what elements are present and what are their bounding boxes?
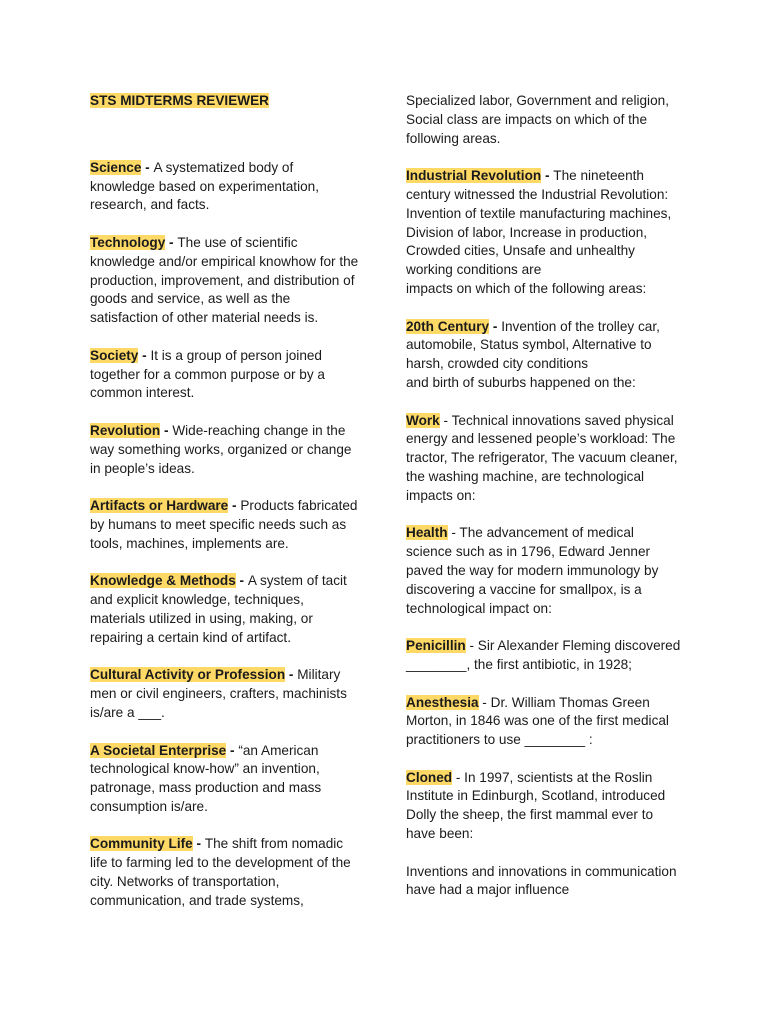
entry-term: Anesthesia (406, 694, 479, 710)
entry-text: In 1997, scientists at the Roslin Institute in Edinburgh, Scotland, introduced Dolly the sheep, the first mammal ever to have been: (406, 769, 666, 842)
entry-separator: - (478, 694, 491, 710)
entry-term: Work (406, 412, 440, 428)
entry-separator: - (165, 234, 178, 250)
entry-separator: - (452, 769, 465, 785)
entry-technology (90, 234, 362, 328)
entry-term: Community Life (90, 836, 193, 852)
entry-term: Cultural Activity or Profession (90, 667, 286, 683)
entry-term: Artifacts or Hardware (90, 498, 229, 514)
entry-term: A Societal Enterprise (90, 742, 227, 758)
entry-term: Science (90, 159, 142, 175)
entry-term: Industrial Revolution (406, 168, 542, 184)
entry-text: Military men or civil engineers, crafters, machinists is/are a ___. (90, 667, 347, 720)
entry-term: Penicillin (406, 638, 466, 654)
right-column (406, 92, 681, 919)
entry-cloned (406, 769, 681, 844)
entry-text: Invention of the trolley car, automobile, Status symbol, Alternative to harsh, crowded city conditions (406, 318, 660, 372)
entry-separator: - (489, 318, 502, 334)
entry-separator: - (192, 836, 205, 852)
entry-text: The nineteenth century witnessed the Industrial Revolution: Invention of textile manufacturing machines, Division of labor, Increase in production, Crowded cities, Unsafe and unhealthy working conditions are (406, 168, 672, 278)
entry-text: The shift from nomadic life to farming led to the development of the city. Networks of transportation, communication, and trade systems, (90, 836, 351, 908)
entry-separator: - (285, 667, 298, 683)
intro-paragraph (406, 92, 681, 148)
entry-tail: impacts on which of the following areas: (406, 280, 647, 296)
entry-separator: - (138, 347, 151, 363)
entry-text: Technical innovations saved physical energy and lessened people’s workload: The tractor, The refrigerator, The vacuum cleaner, the washing machine, are technological impacts on: (406, 412, 678, 503)
entry-text: A system of tacit and explicit knowledge, techniques, materials utilized in using, making, or repairing a certain kind of artifact. (90, 573, 347, 645)
entry-separator: - (235, 573, 248, 589)
entry-term: Health (406, 525, 448, 541)
intro-line: following areas. (406, 130, 501, 146)
entry-penicillin (406, 637, 681, 675)
entry-anesthesia (406, 694, 681, 750)
entry-separator: - (465, 638, 478, 654)
entry-text: Sir Alexander Fleming discovered ________, the first antibiotic, in 1928; (406, 638, 681, 672)
entry-text: Dr. William Thomas Green Morton, in 1846 was one of the first medical practitioners to use ________ : (406, 694, 669, 748)
entry-separator: - (160, 422, 173, 438)
entry-industrial-revolution (406, 167, 681, 299)
entry-separator: - (226, 742, 239, 758)
entry-health (406, 524, 681, 618)
left-entries (90, 159, 362, 911)
entry-work (406, 412, 681, 506)
entry-term: Knowledge & Methods (90, 573, 236, 589)
entry-term: Technology (90, 234, 166, 250)
intro-line: Specialized labor, Government and religion, (406, 93, 669, 108)
left-column (90, 92, 362, 929)
entry-term: Society (90, 347, 139, 363)
entry-a-societal-enterprise (90, 742, 362, 817)
right-entries (406, 412, 681, 844)
entry-term: 20th Century (406, 318, 490, 334)
closing-paragraph: Inventions and innovations in communication have had a major influence (406, 863, 677, 898)
entry-separator: - (141, 159, 154, 175)
entry-science (90, 159, 362, 215)
entry-text: It is a group of person joined together for a common purpose or by a common interest. (90, 347, 325, 401)
entry-separator: - (439, 412, 452, 428)
entry-text: Products fabricated by humans to meet specific needs such as tools, machines, implements are. (90, 498, 358, 551)
entry-text: The use of scientific knowledge and/or empirical knowhow for the production, improvement, and distribution of goods and service, as well as the satisfaction of other material needs is. (90, 234, 359, 326)
entry-20th-century (406, 318, 681, 393)
entry-text: Wide-reaching change in the way something works, organized or change in people’s ideas. (90, 422, 352, 476)
entry-knowledge-methods (90, 572, 362, 647)
intro-line: Social class are impacts on which of the (406, 111, 648, 127)
entry-text: “an American technological know-how” an invention, patronage, mass production and mass consumption is/are. (90, 742, 322, 814)
entry-society (90, 347, 362, 403)
page-title: STS MIDTERMS REVIEWER (90, 93, 269, 108)
entry-artifacts-or-hardware (90, 497, 362, 553)
entry-separator: - (447, 525, 460, 541)
entry-tail: and birth of suburbs happened on the: (406, 374, 636, 390)
entry-revolution (90, 422, 362, 478)
entry-cultural-activity-or-profession (90, 666, 362, 722)
entry-community-life (90, 835, 362, 910)
entry-separator: - (228, 498, 241, 514)
entry-term: Revolution (90, 422, 161, 438)
entry-text: The advancement of medical science such as in 1796, Edward Jenner paved the way for modern immunology by discovering a vaccine for smallpox, is a technological impact on: (406, 525, 659, 616)
entry-term: Cloned (406, 769, 453, 785)
entry-text: A systematized body of knowledge based on experimentation, research, and facts. (90, 159, 319, 213)
entry-separator: - (541, 168, 554, 184)
